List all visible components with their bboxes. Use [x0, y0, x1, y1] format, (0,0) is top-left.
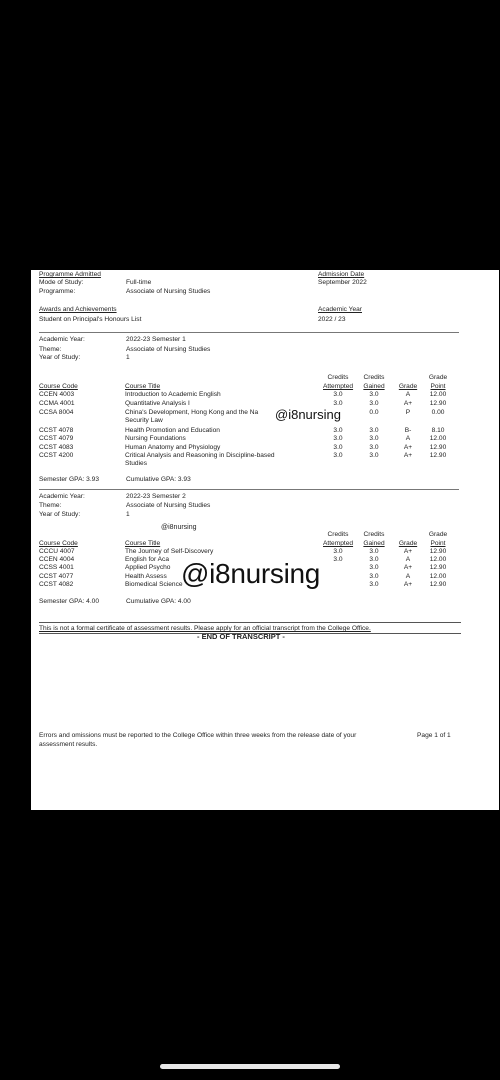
grade: A: [405, 573, 411, 580]
credits-gained: 3.0: [369, 452, 379, 459]
sem2-cumulative-gpa: Cumulative GPA: 4.00: [126, 598, 191, 605]
divider: [39, 489, 459, 490]
credits-attempted: 3.0: [333, 427, 343, 434]
grade: A+: [403, 581, 413, 588]
course-code: CCEN 4003: [39, 391, 75, 398]
academic-year-value: 2022 / 23: [318, 316, 346, 323]
sem2-year-label: Academic Year:: [39, 493, 85, 500]
grade: P: [405, 409, 411, 416]
col-credits-heading: Credits: [327, 531, 349, 538]
grade: A+: [403, 548, 413, 555]
sem2-semester-gpa: Semester GPA: 4.00: [39, 598, 99, 605]
grade-point: 0.00: [431, 409, 445, 416]
col-credits-heading: Credits: [363, 374, 385, 381]
course-code: CCST 4079: [39, 435, 74, 442]
course-title-continued: Security Law: [125, 417, 163, 424]
divider: [39, 332, 459, 333]
col-grade: Grade: [398, 540, 418, 547]
grade: A+: [403, 400, 413, 407]
credits-gained: 3.0: [369, 400, 379, 407]
programme-label: Programme:: [39, 288, 76, 295]
credits-gained: 3.0: [369, 444, 379, 451]
col-course-title: Course Title: [125, 540, 161, 547]
divider: [39, 622, 461, 623]
academic-year-heading: Academic Year: [318, 306, 362, 313]
col-grade-heading: Grade: [428, 374, 448, 381]
grade-point: 12.90: [429, 452, 447, 459]
col-grade-heading: Grade: [428, 531, 448, 538]
credits-attempted: 3.0: [333, 452, 343, 459]
sem1-theme-label: Theme:: [39, 346, 62, 353]
credits-attempted: 3.0: [333, 400, 343, 407]
credits-gained: 3.0: [369, 435, 379, 442]
course-title: English for Aca: [125, 556, 169, 563]
watermark: @i8nursing: [181, 558, 321, 589]
course-code: CCCU 4007: [39, 548, 75, 555]
grade-point: 12.00: [429, 435, 447, 442]
course-code: CCST 4083: [39, 444, 74, 451]
sem2-study-label: Year of Study:: [39, 511, 81, 518]
course-title: The Journey of Self-Discovery: [125, 548, 214, 555]
grade-point: 12.90: [429, 581, 447, 588]
course-title: Critical Analysis and Reasoning in Discipline-based: [125, 452, 275, 459]
course-code: CCSA 8004: [39, 409, 74, 416]
col-point: Point: [430, 383, 446, 390]
credits-attempted: 3.0: [333, 435, 343, 442]
course-title: Health Promotion and Education: [125, 427, 220, 434]
grade: A: [405, 556, 411, 563]
watermark: @i8nursing: [275, 407, 341, 422]
col-attempted: Attempted: [323, 540, 354, 547]
credits-gained: 3.0: [369, 427, 379, 434]
col-course-code: Course Code: [39, 540, 78, 547]
course-code: CCSS 4001: [39, 564, 74, 571]
credits-attempted: 3.0: [333, 548, 343, 555]
course-title-continued: Studies: [125, 460, 147, 467]
sem1-year-value: 2022-23 Semester 1: [126, 336, 186, 343]
grade: A: [405, 391, 411, 398]
grade: B-: [404, 427, 412, 434]
sem2-theme-label: Theme:: [39, 502, 62, 509]
grade-point: 12.90: [429, 444, 447, 451]
grade: A+: [403, 444, 413, 451]
sem1-year-label: Academic Year:: [39, 336, 85, 343]
credits-gained: 3.0: [369, 391, 379, 398]
grade-point: 12.00: [429, 573, 447, 580]
admission-date-heading: Admission Date: [318, 271, 365, 278]
grade-point: 12.90: [429, 400, 447, 407]
grade: A: [405, 435, 411, 442]
col-gained: Gained: [363, 540, 385, 547]
col-point: Point: [430, 540, 446, 547]
grade-point: 12.90: [429, 564, 447, 571]
grade-point: 8.10: [431, 427, 445, 434]
course-title: Applied Psycho: [125, 564, 171, 571]
credits-gained: 3.0: [369, 564, 379, 571]
transcript-document: [31, 270, 499, 810]
course-title: Health Assess: [125, 573, 167, 580]
credits-gained: 3.0: [369, 581, 379, 588]
col-course-code: Course Code: [39, 383, 78, 390]
grade-point: 12.00: [429, 556, 447, 563]
sem2-theme-value: Associate of Nursing Studies: [126, 502, 211, 509]
col-gained: Gained: [363, 383, 385, 390]
sem1-study-value: 1: [126, 354, 130, 361]
awards-heading: Awards and Achievements: [39, 306, 117, 313]
grade-point: 12.90: [429, 548, 447, 555]
course-title: Quantitative Analysis I: [125, 400, 190, 407]
programme-value: Associate of Nursing Studies: [126, 288, 211, 295]
course-title: Introduction to Academic English: [125, 391, 221, 398]
sem1-semester-gpa: Semester GPA: 3.93: [39, 476, 99, 483]
credits-gained: 0.0: [369, 409, 379, 416]
grade-point: 12.00: [429, 391, 447, 398]
sem1-study-label: Year of Study:: [39, 354, 81, 361]
home-indicator[interactable]: [160, 1064, 340, 1069]
col-credits-heading: Credits: [327, 374, 349, 381]
course-code: CCMA 4001: [39, 400, 75, 407]
course-code: CCST 4200: [39, 452, 74, 459]
end-of-transcript: - END OF TRANSCRIPT -: [197, 632, 285, 641]
col-grade: Grade: [398, 383, 418, 390]
errors-notice-line2: assessment results.: [39, 741, 98, 748]
sem2-year-value: 2022-23 Semester 2: [126, 493, 186, 500]
sem1-theme-value: Associate of Nursing Studies: [126, 346, 211, 353]
page-number: Page 1 of 1: [417, 732, 451, 739]
course-title: Biomedical Science: [125, 581, 183, 588]
credits-gained: 3.0: [369, 548, 379, 555]
course-code: CCEN 4004: [39, 556, 75, 563]
course-title: Human Anatomy and Physiology: [125, 444, 221, 451]
col-credits-heading: Credits: [363, 531, 385, 538]
errors-notice-line1: Errors and omissions must be reported to the College Office within three weeks from the release date of your: [39, 732, 357, 739]
admission-date-value: September 2022: [318, 279, 367, 286]
course-title: Nursing Foundations: [125, 435, 186, 442]
mode-value: Full-time: [126, 279, 152, 286]
sem1-cumulative-gpa: Cumulative GPA: 3.93: [126, 476, 191, 483]
award-value: Student on Principal's Honours List: [39, 316, 142, 323]
watermark: @i8nursing: [161, 524, 197, 531]
col-attempted: Attempted: [323, 383, 354, 390]
credits-attempted: 3.0: [333, 444, 343, 451]
course-code: CCST 4077: [39, 573, 74, 580]
grade: A+: [403, 564, 413, 571]
credits-attempted: 3.0: [333, 556, 343, 563]
programme-admitted-heading: Programme Admitted: [39, 271, 101, 278]
col-course-title: Course Title: [125, 383, 161, 390]
credits-gained: 3.0: [369, 556, 379, 563]
sem2-study-value: 1: [126, 511, 130, 518]
course-title: China's Development, Hong Kong and the Na: [125, 409, 259, 416]
mode-label: Mode of Study:: [39, 279, 84, 286]
credits-gained: 3.0: [369, 573, 379, 580]
not-formal-notice: This is not a formal certificate of assessment results. Please apply for an official transcript from the College Office.: [39, 625, 371, 632]
course-code: CCST 4078: [39, 427, 74, 434]
course-code: CCST 4082: [39, 581, 74, 588]
grade: A+: [403, 452, 413, 459]
credits-attempted: 3.0: [333, 391, 343, 398]
